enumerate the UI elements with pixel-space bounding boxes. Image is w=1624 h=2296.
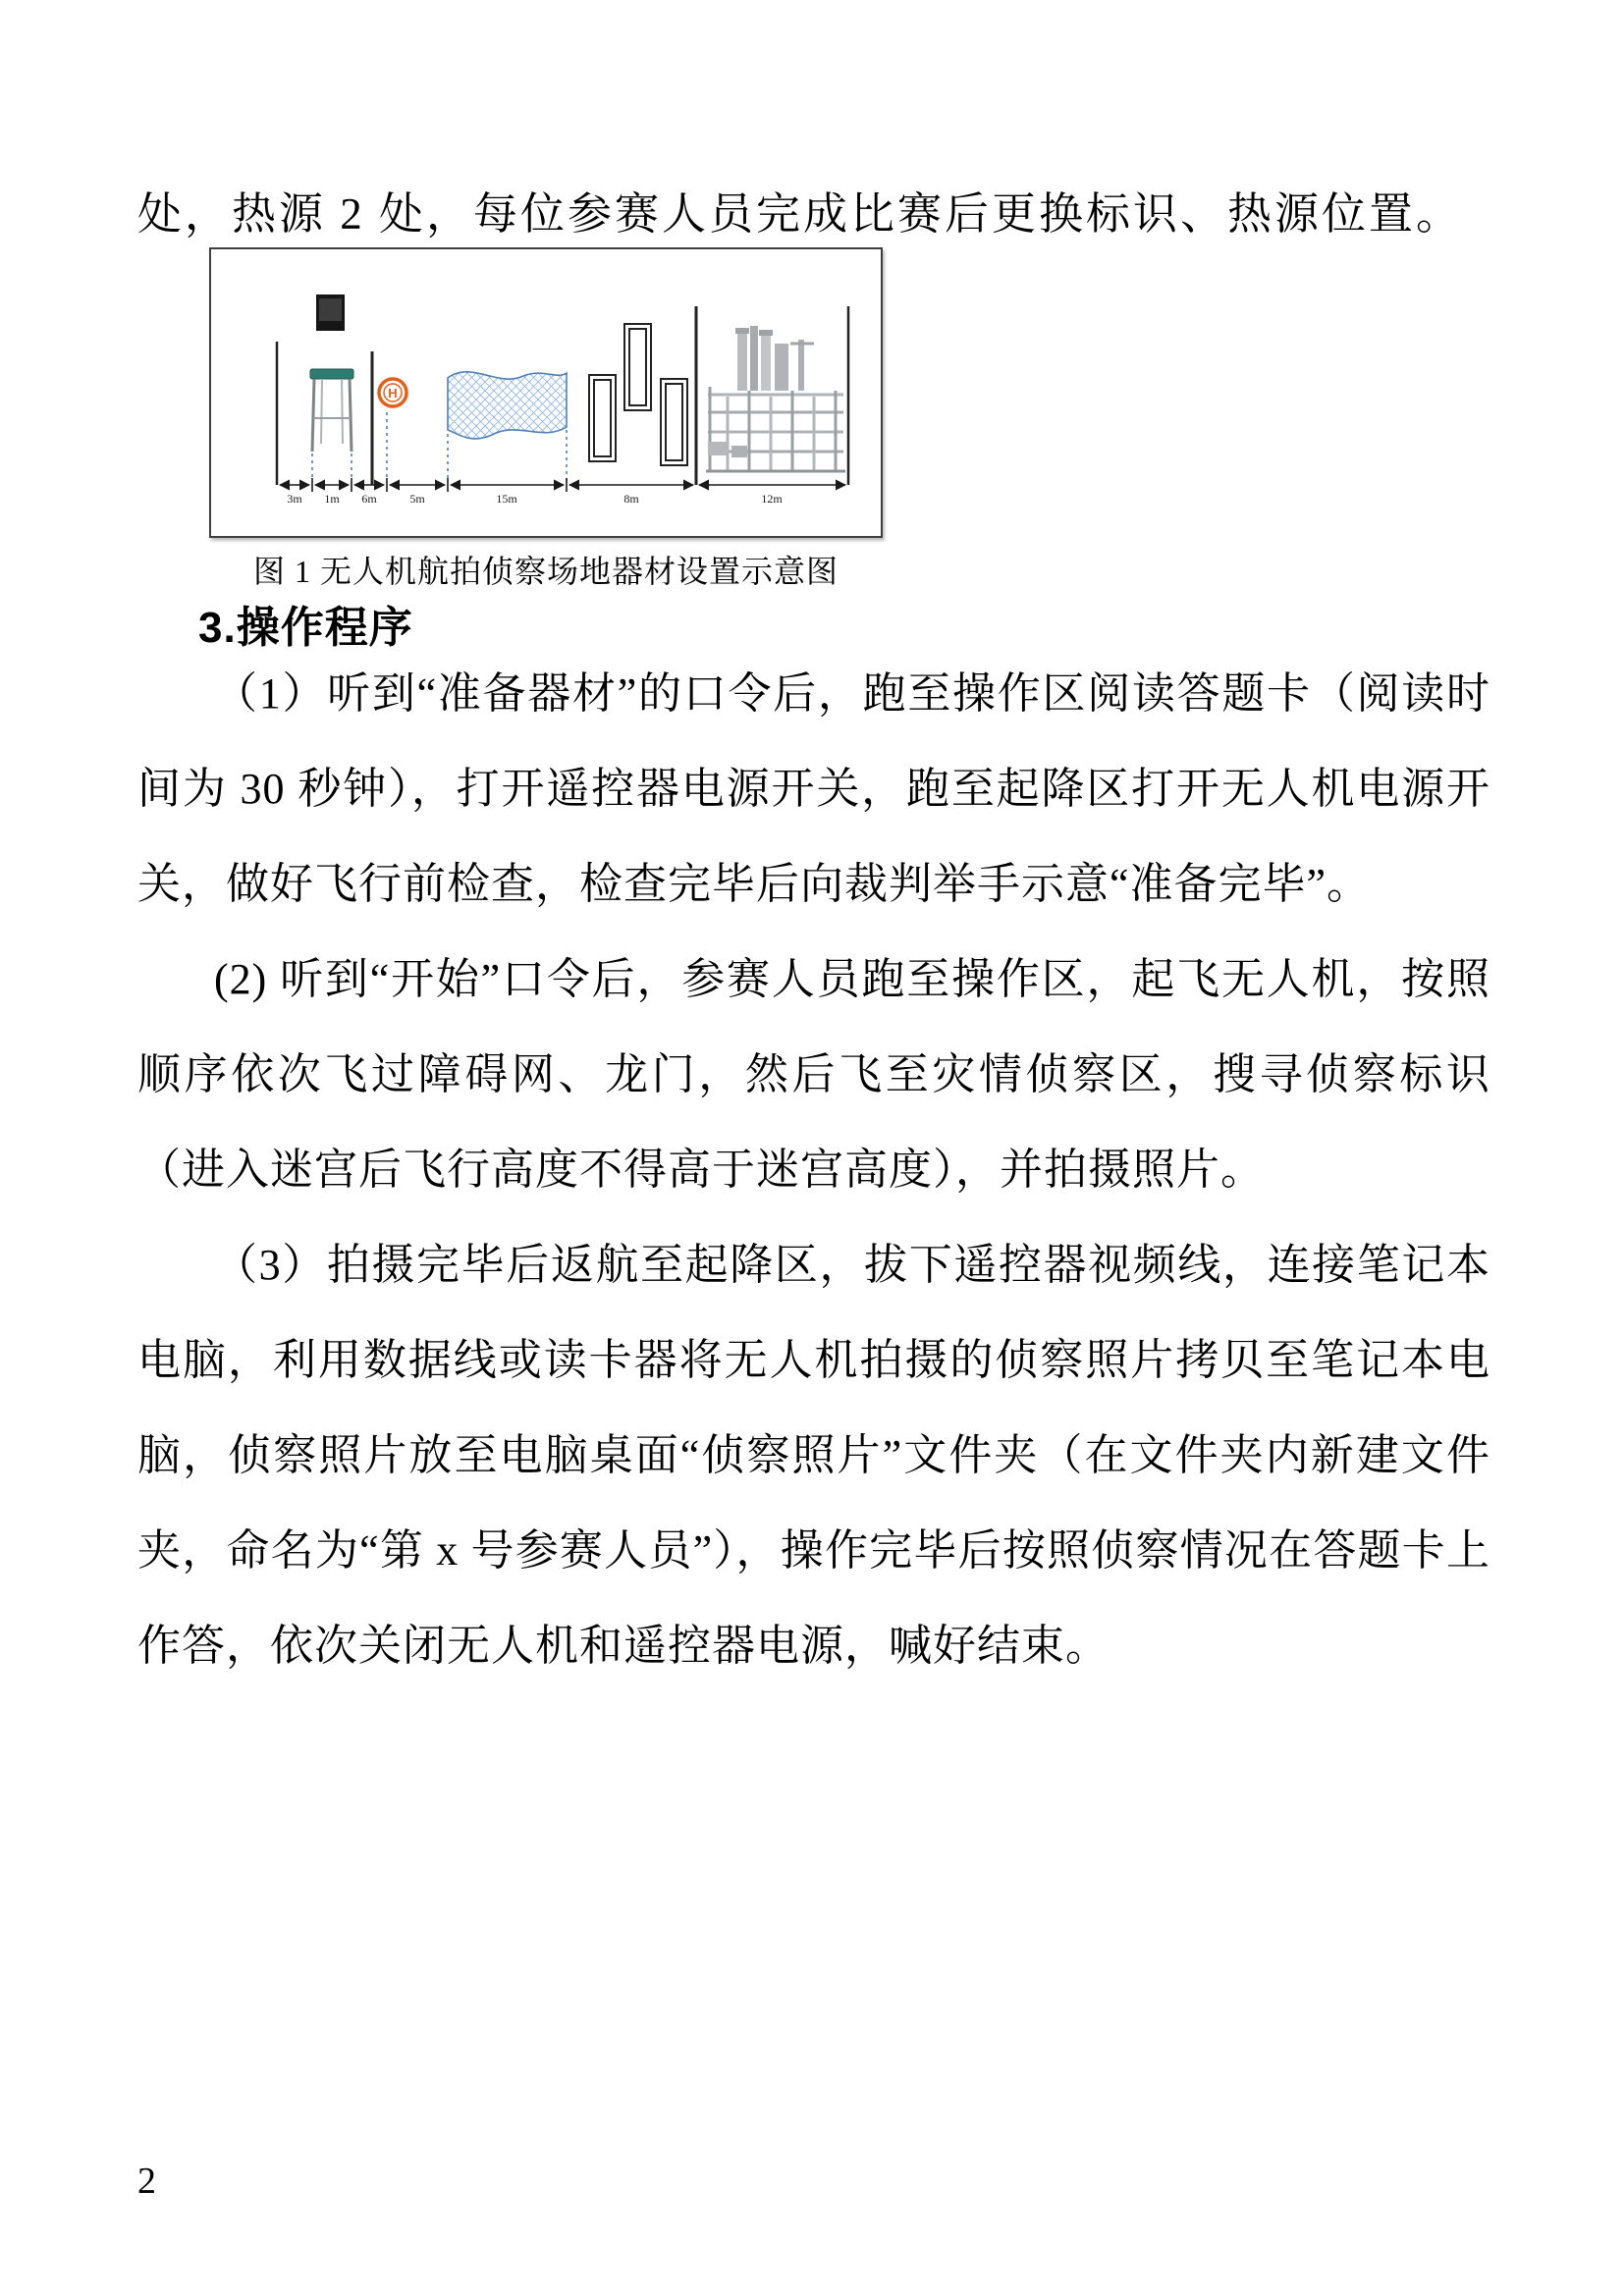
helipad-label: H xyxy=(388,386,398,400)
dimension-label-3m: 3m xyxy=(287,492,302,506)
procedure-text xyxy=(137,646,1490,1693)
gate-frames xyxy=(589,324,687,465)
dimension-lines xyxy=(280,478,845,492)
dimension-label-12m: 12m xyxy=(761,492,783,506)
obstacle-net xyxy=(448,372,567,439)
dimension-label-1m: 1m xyxy=(324,492,340,506)
gate-3 xyxy=(661,379,687,465)
dimension-label-8m: 8m xyxy=(623,492,639,506)
figure-1-diagram xyxy=(209,247,883,538)
page-number: 2 xyxy=(137,2161,156,2202)
continuation-text-line: 处，热源 2 处，每位参赛人员完成比赛后更换标识、热源位置。 xyxy=(137,189,1464,239)
dimension-label-6m: 6m xyxy=(361,492,377,506)
paragraph-step-2: (2) 听到“开始”口令后，参赛人员跑至操作区，起飞无人机，按照顺序依次飞过障碍网、龙门，然后飞至灾情侦察区，搜寻侦察标识（进入迷宫后飞行高度不得高于迷宫高度），并拍摄照片。 xyxy=(137,955,1490,1194)
maze-structure xyxy=(706,326,845,471)
gate-2 xyxy=(624,324,651,410)
helipad-marker xyxy=(379,379,406,406)
operator-stool-icon xyxy=(310,294,353,452)
gate-1 xyxy=(589,375,616,461)
section-heading: 3.操作程序 xyxy=(198,604,413,652)
dimension-label-15m: 15m xyxy=(496,492,517,506)
paragraph-step-1: （1）听到“准备器材”的口令后，跑至操作区阅读答题卡（阅读时间为 30 秒钟），打开遥控器电源开关，跑至起降区打开无人机电源开关，做好飞行前检查，检查完毕后向裁判举手示意“准备完毕”。 xyxy=(137,669,1490,908)
paragraph-step-3: （3）拍摄完毕后返航至起降区，拔下遥控器视频线，连接笔记本电脑，利用数据线或读卡器将无人机拍摄的侦察照片拷贝至笔记本电脑，侦察照片放至电脑桌面“侦察照片”文件夹（在文件夹内新建文件夹，命名为“第 x 号参赛人员”），操作完毕后按照侦察情况在答题卡上作答，依次关闭无人机和遥控器电源，喊好结束。 xyxy=(137,1241,1490,1670)
dimension-label-5m: 5m xyxy=(409,492,425,506)
figure-caption: 图 1 无人机航拍侦察场地器材设置示意图 xyxy=(252,554,839,589)
field-layout-diagram xyxy=(211,249,881,536)
